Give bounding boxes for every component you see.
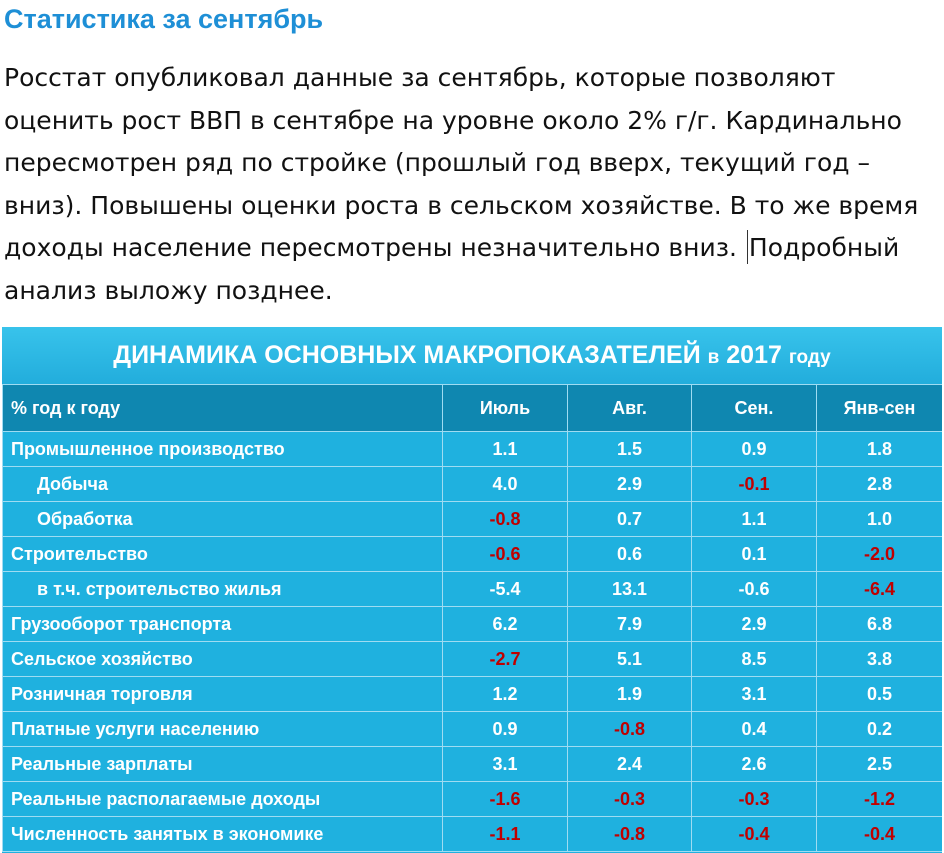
row-label: Промышленное производство — [3, 432, 443, 467]
value-cell: -1.2 — [817, 782, 943, 817]
table-row — [3, 607, 943, 642]
text-cursor — [747, 230, 748, 264]
value-cell: 2.4 — [568, 747, 692, 782]
value-cell: 5.1 — [568, 642, 692, 677]
value-cell: 0.4 — [692, 712, 817, 747]
row-label: Численность занятых в экономике — [3, 817, 443, 852]
value-cell: 2.9 — [692, 607, 817, 642]
value-cell: 1.8 — [817, 432, 943, 467]
table-row — [3, 537, 943, 572]
value-cell: 13.1 — [568, 572, 692, 607]
value-cell: 0.9 — [443, 712, 568, 747]
value-cell: 0.9 — [692, 432, 817, 467]
value-cell: 1.1 — [692, 502, 817, 537]
value-cell: -1.1 — [443, 817, 568, 852]
value-cell: -0.4 — [817, 817, 943, 852]
table-header-row — [3, 385, 943, 432]
row-label: Обработка — [3, 502, 443, 537]
table-title-year: 2017 — [726, 341, 782, 369]
table-row — [3, 817, 943, 852]
table-row — [3, 572, 943, 607]
paragraph-line-tail: Подробный — [748, 233, 900, 263]
row-label: Розничная торговля — [3, 677, 443, 712]
value-cell: 1.0 — [817, 502, 943, 537]
table-row — [3, 677, 943, 712]
table-title-in: в — [707, 347, 720, 368]
value-cell: 3.1 — [443, 747, 568, 782]
table-row — [3, 642, 943, 677]
value-cell: -1.6 — [443, 782, 568, 817]
value-cell: -0.1 — [692, 467, 817, 502]
value-cell: 1.2 — [443, 677, 568, 712]
value-cell: 2.6 — [692, 747, 817, 782]
value-cell: -5.4 — [443, 572, 568, 607]
article-paragraph — [4, 57, 940, 313]
value-cell: -0.3 — [568, 782, 692, 817]
value-cell: 0.5 — [817, 677, 943, 712]
table-row — [3, 502, 943, 537]
value-cell: -0.8 — [568, 817, 692, 852]
paragraph-line: оценить рост ВВП в сентябре на уровне около 2% г/г. Кардинально — [4, 105, 902, 135]
value-cell: 4.0 — [443, 467, 568, 502]
value-cell: -2.0 — [817, 537, 943, 572]
value-cell: 1.1 — [443, 432, 568, 467]
table-body — [3, 432, 943, 852]
paragraph-line: пересмотрен ряд по стройке (прошлый год вверх, текущий год – — [4, 148, 870, 178]
row-label: Строительство — [3, 537, 443, 572]
value-cell: -0.8 — [568, 712, 692, 747]
value-cell: 3.8 — [817, 642, 943, 677]
table-title-unit: году — [788, 347, 831, 368]
value-cell: -6.4 — [817, 572, 943, 607]
paragraph-line-text: доходы население пересмотрены незначительно вниз. — [4, 233, 737, 263]
header-jan-sep: Янв-сен — [817, 385, 943, 432]
page-heading: Статистика за сентябрь — [4, 4, 324, 34]
header-september: Сен. — [692, 385, 817, 432]
value-cell: 1.5 — [568, 432, 692, 467]
value-cell: 0.7 — [568, 502, 692, 537]
value-cell: 2.9 — [568, 467, 692, 502]
paragraph-line — [4, 227, 940, 270]
value-cell: 0.2 — [817, 712, 943, 747]
table-row — [3, 782, 943, 817]
value-cell: 6.8 — [817, 607, 943, 642]
value-cell: 1.9 — [568, 677, 692, 712]
paragraph-line: вниз). Повышены оценки роста в сельском хозяйстве. В то же время — [4, 190, 919, 220]
value-cell: -0.8 — [443, 502, 568, 537]
row-label: Реальные располагаемые доходы — [3, 782, 443, 817]
value-cell: 3.1 — [692, 677, 817, 712]
value-cell: 7.9 — [568, 607, 692, 642]
value-cell: 2.8 — [817, 467, 943, 502]
paragraph-line: Росстат опубликовал данные за сентябрь, которые позволяют — [4, 63, 836, 92]
row-label: Реальные зарплаты — [3, 747, 443, 782]
value-cell: -0.6 — [443, 537, 568, 572]
header-indicator: % год к году — [3, 385, 443, 432]
table-row — [3, 467, 943, 502]
value-cell: 0.1 — [692, 537, 817, 572]
table-row — [3, 747, 943, 782]
table-row — [3, 432, 943, 467]
macro-table — [2, 384, 942, 852]
value-cell: 0.6 — [568, 537, 692, 572]
value-cell: -2.7 — [443, 642, 568, 677]
header-july: Июль — [443, 385, 568, 432]
table-title — [2, 327, 942, 384]
row-label: в т.ч. строительство жилья — [3, 572, 443, 607]
value-cell: -0.6 — [692, 572, 817, 607]
value-cell: 2.5 — [817, 747, 943, 782]
row-label: Добыча — [3, 467, 443, 502]
row-label: Грузооборот транспорта — [3, 607, 443, 642]
value-cell: -0.4 — [692, 817, 817, 852]
table-title-main: ДИНАМИКА ОСНОВНЫХ МАКРОПОКАЗАТЕЛЕЙ — [113, 341, 701, 369]
row-label: Сельское хозяйство — [3, 642, 443, 677]
value-cell: 6.2 — [443, 607, 568, 642]
value-cell: 8.5 — [692, 642, 817, 677]
row-label: Платные услуги населению — [3, 712, 443, 747]
header-august: Авг. — [568, 385, 692, 432]
value-cell: -0.3 — [692, 782, 817, 817]
macro-indicators-table-image — [2, 327, 942, 853]
table-row — [3, 712, 943, 747]
paragraph-line: анализ выложу позднее. — [4, 275, 333, 305]
